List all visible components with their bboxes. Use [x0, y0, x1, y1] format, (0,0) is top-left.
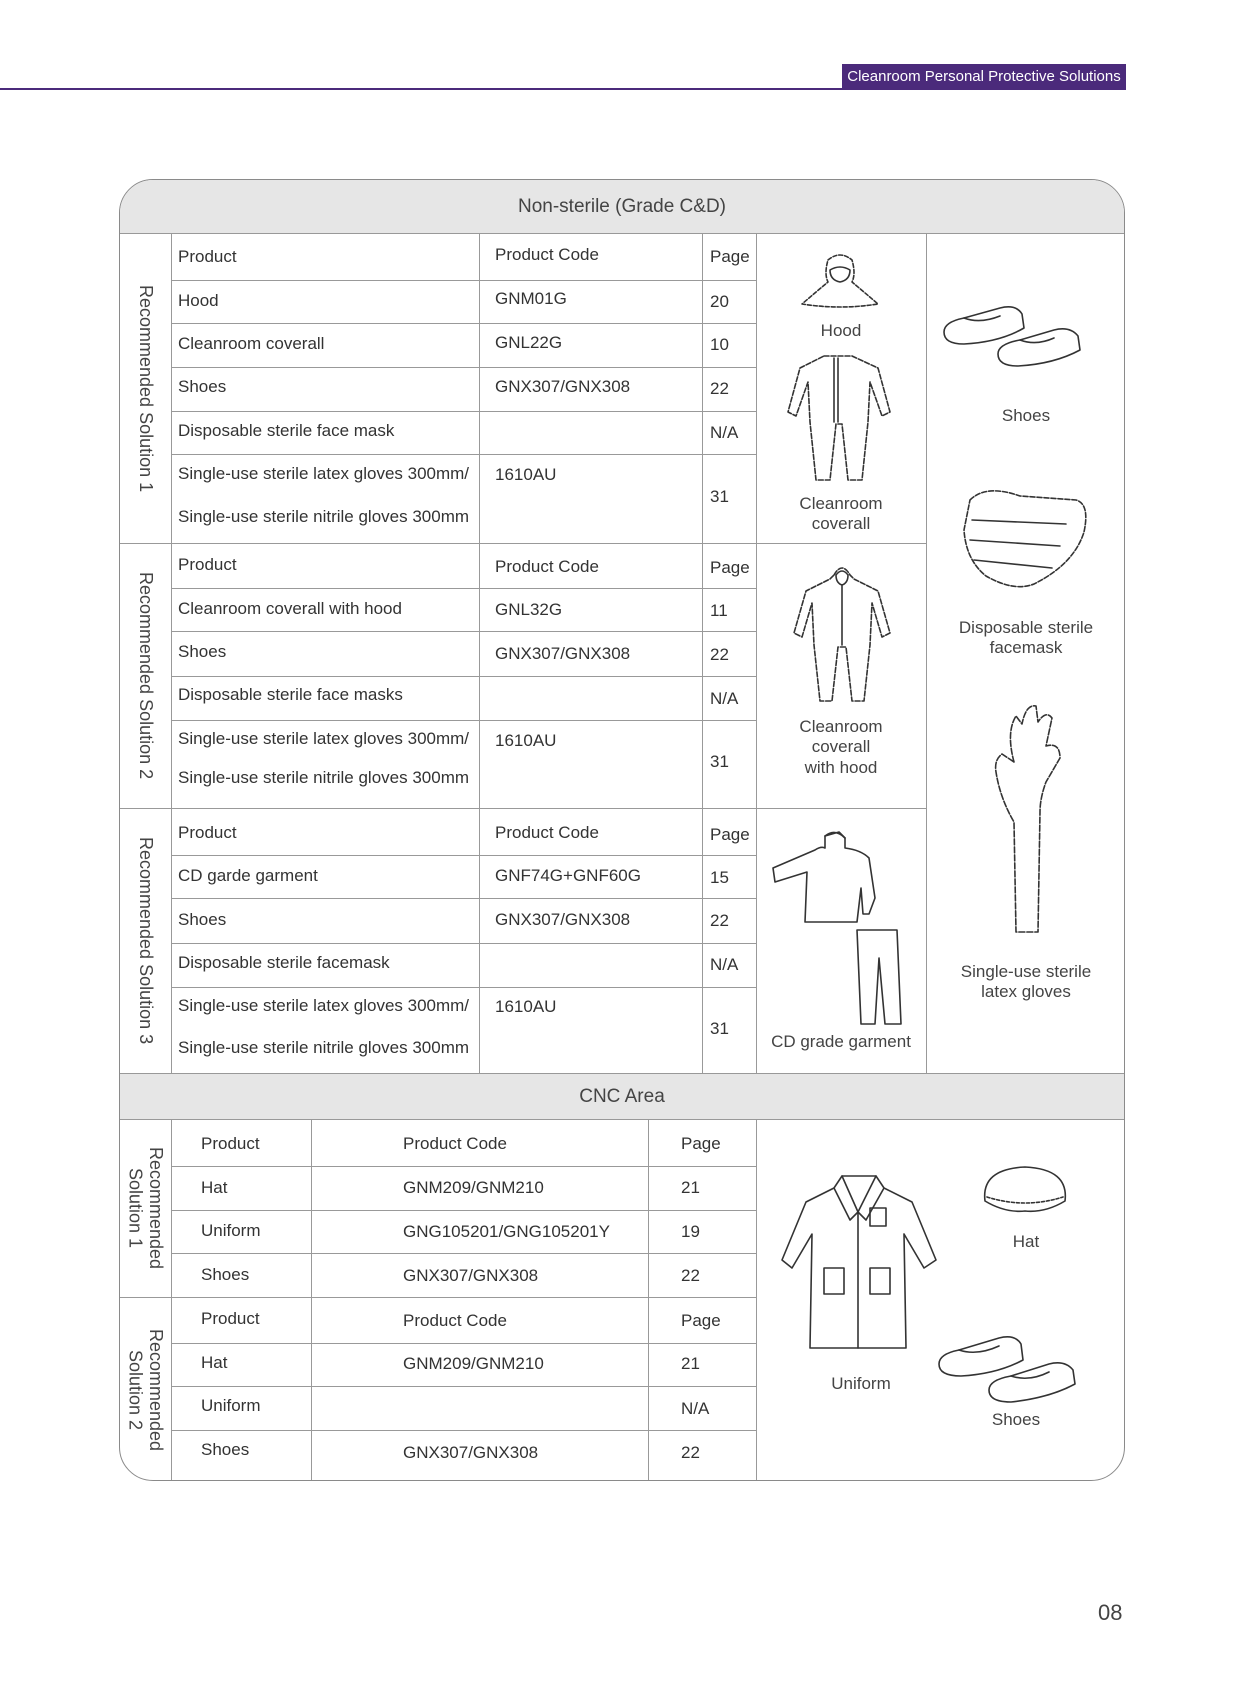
- facemask-icon: [956, 480, 1096, 600]
- solution-3-label: Recommended Solution 3: [136, 837, 156, 1045]
- caption-hat: Hat: [1012, 1232, 1040, 1251]
- table-cell-code: GNX307/GNX308: [495, 644, 631, 663]
- caption-coverall-hood: Cleanroom coverall with hood: [799, 717, 883, 777]
- table-cell-code: GNL32G: [495, 600, 563, 619]
- table-cell-code: GNX307/GNX308: [495, 910, 631, 929]
- table-cell-page: 21: [681, 1354, 700, 1373]
- table-cell-product: Single-use sterile nitrile gloves 300mm: [178, 507, 470, 526]
- table-cell-product: Hat: [201, 1353, 228, 1372]
- table-cell-page: 22: [710, 379, 729, 398]
- table-cell-code: GNF74G+GNF60G: [495, 866, 641, 885]
- table-cell-product: Disposable sterile face mask: [178, 421, 395, 440]
- col-header-code: Product Code: [403, 1311, 507, 1330]
- table-cell-page: 21: [681, 1178, 700, 1197]
- table-cell-product: Shoes: [178, 377, 227, 396]
- shoes-icon: [935, 1320, 1095, 1410]
- solution-1-label: Recommended Solution 1: [136, 284, 156, 493]
- caption-gloves: Single-use sterile latex gloves: [960, 962, 1092, 1002]
- table-cell-product: Shoes: [201, 1265, 250, 1284]
- table-cell-code: GNX307/GNX308: [495, 377, 631, 396]
- table-cell-code: 1610AU: [495, 731, 557, 750]
- table-cell-page: 11: [710, 601, 728, 620]
- col-header-product: Product: [201, 1309, 260, 1328]
- table-cell-product: Shoes: [201, 1440, 250, 1459]
- glove-icon: [986, 702, 1066, 938]
- table-cell-product: Single-use sterile nitrile gloves 300mm: [178, 768, 470, 787]
- table-cell-page: 19: [681, 1222, 700, 1241]
- caption-cd-garment: CD grade garment: [771, 1032, 911, 1051]
- col-header-page: Page: [710, 558, 750, 577]
- caption-shoes: Shoes: [1001, 406, 1051, 425]
- caption-coverall: Cleanroom coverall: [799, 494, 883, 534]
- table-cell-product: Cleanroom coverall: [178, 334, 325, 353]
- table-cell-product: Shoes: [178, 642, 227, 661]
- caption-shoes: Shoes: [991, 1410, 1041, 1429]
- table-cell-code: GNM209/GNM210: [403, 1178, 544, 1197]
- table-cell-product: Disposable sterile face masks: [178, 685, 403, 704]
- non-sterile-title: Non-sterile (Grade C&D): [120, 180, 1124, 234]
- col-header-product: Product: [178, 555, 237, 574]
- col-header-code: Product Code: [495, 823, 599, 842]
- uniform-icon: [780, 1172, 940, 1352]
- cnc-solution-2-label: Recommended Solution 2: [125, 1328, 167, 1452]
- table-cell-page: 10: [710, 335, 729, 354]
- table-cell-product: Cleanroom coverall with hood: [178, 599, 402, 618]
- col-header-code: Product Code: [495, 557, 599, 576]
- table-cell-product: Single-use sterile latex gloves 300mm/: [178, 729, 470, 748]
- hat-icon: [975, 1161, 1075, 1221]
- table-cell-code: GNX307/GNX308: [403, 1443, 539, 1462]
- col-header-product: Product: [178, 823, 237, 842]
- table-cell-product: Uniform: [201, 1396, 261, 1415]
- table-cell-page: 22: [681, 1443, 700, 1462]
- table-cell-code: GNM01G: [495, 289, 567, 308]
- table-cell-page: 20: [710, 292, 729, 311]
- table-cell-page: 31: [710, 752, 729, 771]
- table-cell-product: Uniform: [201, 1221, 261, 1240]
- col-header-page: Page: [681, 1134, 721, 1153]
- page-number: 08: [1098, 1600, 1123, 1625]
- col-header-product: Product: [201, 1134, 260, 1153]
- caption-uniform: Uniform: [831, 1374, 891, 1393]
- table-cell-product: Single-use sterile nitrile gloves 300mm: [178, 1038, 470, 1057]
- table-cell-code: 1610AU: [495, 465, 557, 484]
- table-cell-page: 22: [710, 645, 729, 664]
- col-header-page: Page: [710, 247, 750, 266]
- col-header-product: Product: [178, 247, 237, 266]
- table-cell-code: GNG105201/GNG105201Y: [403, 1222, 610, 1241]
- table-cell-product: Hat: [201, 1178, 228, 1197]
- shoes-icon: [940, 292, 1100, 372]
- caption-facemask: Disposable sterile facemask: [958, 618, 1094, 658]
- col-header-page: Page: [710, 825, 750, 844]
- header-tag: Cleanroom Personal Protective Solutions: [842, 64, 1126, 90]
- caption-hood: Hood: [820, 321, 862, 340]
- coverall-hood-icon: [792, 561, 892, 705]
- table-cell-page: 22: [710, 911, 729, 930]
- col-header-page: Page: [681, 1311, 721, 1330]
- table-cell-product: Single-use sterile latex gloves 300mm/: [178, 996, 470, 1015]
- table-cell-page: N/A: [710, 955, 739, 974]
- table-cell-page: 31: [710, 1019, 729, 1038]
- cnc-solution-1-label: Recommended Solution 1: [125, 1146, 167, 1270]
- coverall-icon: [786, 352, 891, 484]
- table-cell-code: GNX307/GNX308: [403, 1266, 539, 1285]
- solution-2-label: Recommended Solution 2: [136, 572, 156, 780]
- table-cell-code: GNL22G: [495, 333, 563, 352]
- table-cell-page: N/A: [681, 1399, 710, 1418]
- table-cell-code: 1610AU: [495, 997, 557, 1016]
- col-header-code: Product Code: [403, 1134, 507, 1153]
- table-cell-code: GNM209/GNM210: [403, 1354, 544, 1373]
- table-cell-page: 31: [710, 487, 729, 506]
- table-cell-product: CD garde garment: [178, 866, 318, 885]
- table-cell-product: Shoes: [178, 910, 227, 929]
- cd-garment-icon: [765, 828, 915, 1028]
- col-header-code: Product Code: [495, 245, 599, 264]
- table-cell-page: 15: [710, 868, 729, 887]
- hood-icon: [790, 252, 890, 312]
- table-cell-page: 22: [681, 1266, 700, 1285]
- table-cell-page: N/A: [710, 689, 739, 708]
- table-cell-page: N/A: [710, 423, 739, 442]
- table-cell-product: Disposable sterile facemask: [178, 953, 390, 972]
- cnc-title: CNC Area: [120, 1073, 1124, 1120]
- solutions-table: [119, 179, 1125, 1481]
- table-cell-product: Single-use sterile latex gloves 300mm/: [178, 464, 470, 483]
- table-cell-product: Hood: [178, 291, 219, 310]
